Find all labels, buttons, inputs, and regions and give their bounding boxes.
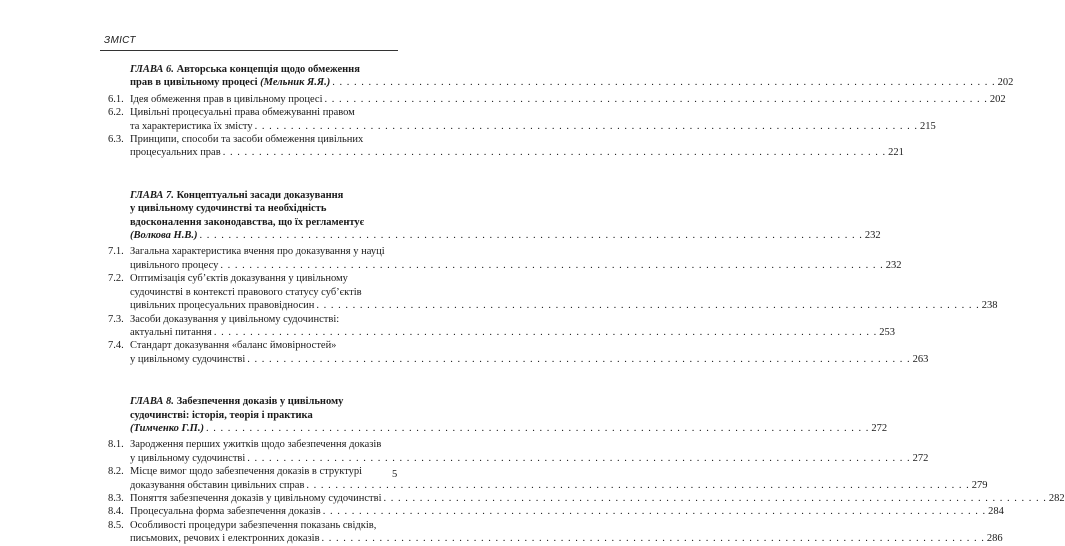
chapter-title-line: у цивільному судочинстві та необхідність: [130, 203, 327, 215]
chapter-author: (Тимченко Г.П.): [130, 422, 204, 434]
dot-leader: [316, 299, 979, 312]
section-title-line: Цивільні процесуальні права обмежуванні правом: [130, 107, 355, 119]
section-page: 238: [981, 300, 998, 312]
dot-leader: [255, 120, 918, 133]
chapter-label: ГЛАВА 7.: [130, 189, 174, 201]
section-number: 8.2.: [108, 466, 124, 478]
section-title-line: у цивільному судочинстві: [130, 353, 246, 365]
chapter-title-line: судочинстві: історія, теорія і практика: [130, 409, 313, 421]
section-title-line: письмових, речових і електронних доказів: [130, 533, 320, 545]
section-title-line: Місце вимог щодо забезпечення доказів в структурі: [130, 466, 363, 478]
toc-section-entry: [108, 272, 998, 312]
section-number: 7.1.: [108, 246, 124, 258]
page-number: 5: [392, 469, 398, 480]
section-page: 253: [879, 326, 895, 338]
section-number: 6.2.: [108, 107, 124, 119]
section-title-line: цивільних процесуальних правовідносин: [130, 300, 315, 312]
section-title-line: Стандарт доказування «баланс ймовірностей»: [130, 340, 337, 352]
section-number: 6.1.: [108, 93, 124, 105]
chapter-title-line: вдосконалення законодавства, що їх регламентує: [130, 216, 365, 228]
dot-leader: [247, 353, 910, 366]
dot-leader: [322, 532, 985, 545]
toc-section-entry: [108, 313, 895, 340]
section-number: 8.5.: [108, 519, 124, 531]
chapter-page: 202: [997, 77, 1014, 89]
section-title-line: актуальні питання: [130, 326, 212, 338]
section-page: 272: [912, 452, 929, 464]
section-page: 263: [912, 353, 929, 365]
header-rule: [100, 50, 398, 51]
section-page: 282: [1048, 492, 1065, 504]
section-title-line: судочинстві в контексті правового статусу суб’єктів: [130, 286, 362, 298]
dot-leader: [206, 422, 869, 435]
chapter-title-line: Забезпечення доказів у цивільному: [173, 396, 344, 408]
chapter-title-line: Концептуальні засади доказування: [173, 189, 344, 201]
toc-chapter: [108, 189, 998, 366]
section-page: 286: [986, 533, 1003, 545]
section-number: 7.2.: [108, 273, 124, 285]
toc-chapter: [108, 395, 1065, 545]
section-page: 232: [885, 259, 902, 271]
table-of-contents: [108, 63, 1065, 546]
running-header: ЗМІСТ: [104, 35, 136, 46]
chapter-page: 232: [864, 230, 881, 242]
toc-section-entry: [108, 339, 929, 366]
section-title-line: у цивільному судочинстві: [130, 452, 246, 464]
dot-leader: [223, 146, 886, 159]
dot-leader: [220, 259, 883, 272]
chapter-page: 272: [871, 422, 888, 434]
dot-leader: [324, 93, 987, 106]
toc-section-entry: [108, 438, 929, 465]
section-number: 8.3.: [108, 492, 124, 504]
dot-leader: [384, 492, 1047, 505]
section-number: 8.4.: [108, 506, 124, 518]
toc-section-entry: [108, 245, 902, 272]
chapter-title-line: Авторська концепція щодо обмеження: [173, 64, 360, 75]
chapter-author: (Мельник Я.Я.): [260, 77, 331, 89]
toc-chapter: [108, 63, 1014, 160]
section-number: 7.3.: [108, 313, 124, 325]
toc-section-entry: [108, 519, 1003, 546]
section-number: 8.1.: [108, 439, 124, 451]
dot-leader: [199, 229, 862, 242]
section-title-line: Оптимізація суб’єктів доказування у цивільному: [130, 273, 348, 285]
chapter-heading: [108, 395, 888, 435]
dot-leader: [306, 479, 969, 492]
section-page: 279: [971, 479, 988, 491]
section-page: 284: [988, 506, 1004, 518]
section-title-line: Загальна характеристика вчення про доказування у науці: [130, 246, 385, 258]
section-page: 215: [919, 120, 936, 132]
toc-section-entry: [108, 133, 904, 160]
chapter-heading: [108, 63, 1014, 90]
chapter-label: ГЛАВА 6.: [130, 64, 174, 75]
toc-section-entry: [108, 492, 1065, 505]
section-title-line: Ідея обмеження прав в цивільному процесі: [130, 93, 323, 105]
section-title-line: Зародження перших ужитків щодо забезпечення доказів: [130, 439, 382, 451]
dot-leader: [323, 505, 986, 518]
section-title-line: та характеристика їх змісту: [130, 120, 253, 132]
section-title-line: доказування обставин цивільних справ: [130, 479, 305, 491]
chapter-author: (Волкова Н.В.): [130, 230, 198, 242]
chapter-title-line: прав в цивільному процесі: [130, 77, 261, 89]
section-title-line: цивільного процесу: [130, 259, 219, 271]
toc-section-entry: [108, 106, 936, 133]
section-title-line: Поняття забезпечення доказів у цивільному судочинстві: [130, 492, 382, 504]
section-page: 202: [989, 93, 1006, 105]
dot-leader: [332, 76, 995, 89]
section-title-line: Особливості процедури забезпечення показань свідків,: [130, 519, 377, 531]
section-number: 6.3.: [108, 134, 124, 146]
toc-section-entry: [108, 93, 1006, 106]
section-title-line: процесуальних прав: [130, 147, 221, 159]
dot-leader: [214, 326, 877, 339]
chapter-label: ГЛАВА 8.: [130, 396, 174, 408]
section-title-line: Засоби доказування у цивільному судочинстві:: [130, 313, 340, 325]
chapter-heading: [108, 189, 881, 243]
toc-section-entry: [108, 505, 1004, 518]
toc-section-entry: [108, 465, 988, 492]
section-title-line: Принципи, способи та засоби обмеження цивільних: [130, 134, 364, 146]
section-page: 221: [888, 147, 904, 159]
dot-leader: [247, 452, 910, 465]
section-title-line: Процесуальна форма забезпечення доказів: [130, 506, 321, 518]
section-number: 7.4.: [108, 340, 124, 352]
